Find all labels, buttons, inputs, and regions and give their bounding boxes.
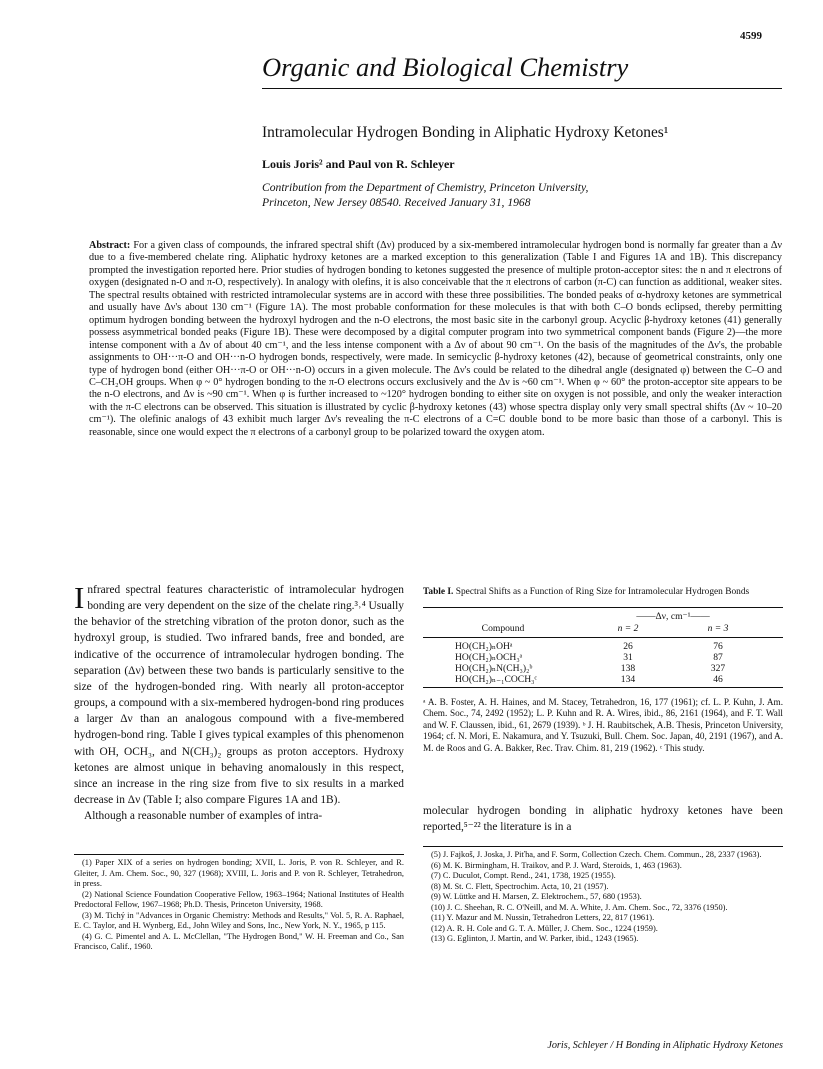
table-row [423, 641, 783, 652]
footnote: (9) W. Lüttke and H. Marsen, Z. Elektrochem., 57, 680 (1953). [431, 892, 642, 901]
footnote: (12) A. R. H. Cole and G. T. A. Müller, J. Chem. Soc., 1224 (1959). [431, 923, 658, 933]
footnote: (7) C. Duculot, Compt. Rend., 241, 1738, 1925 (1955). [431, 871, 616, 880]
table-caption-text: Spectral Shifts as a Function of Ring Size for Intramolecular Hydrogen Bonds [455, 587, 750, 597]
table-cell: 76 [713, 640, 723, 652]
table-label: Table I. [423, 587, 454, 597]
footnote: (2) National Science Foundation Cooperative Fellow, 1963–1964; National Institutes of Health Predoctoral Fellow, 1967–1968; Ph.D. Thesis, Princeton University, 1968. [74, 889, 404, 909]
authors: Louis Joris² and Paul von R. Schleyer [262, 157, 455, 171]
table-cell: HO(CH₂)ₙOHᵃ [455, 640, 513, 652]
abstract [89, 240, 782, 439]
affiliation [262, 180, 588, 210]
right-footnotes [423, 846, 783, 945]
footnote: (10) J. C. Sheehan, R. C. O'Neill, and M. A. White, J. Am. Chem. Soc., 72, 3376 (1950). [431, 902, 728, 912]
table-cell: HO(CH₂)ₙ₋₁COCH₃ᶜ [455, 673, 537, 685]
table-header-cell: n = 3 [707, 622, 729, 634]
table-cell: HO(CH₂)ₙOCH₃ᵃ [455, 651, 523, 663]
abstract-label: Abstract: [89, 240, 131, 251]
footnote: (13) G. Eglinton, J. Martin, and W. Parker, ibid., 1243 (1965). [431, 934, 639, 943]
footnote-rule [423, 846, 783, 847]
running-footer: Joris, Schleyer / H Bonding in Aliphatic Hydroxy Ketones [547, 1040, 783, 1051]
intro-continuation: Although a reasonable number of examples of intra- [84, 810, 323, 823]
table-cell: 31 [623, 651, 633, 663]
table-cell: 26 [623, 640, 633, 652]
table-footnote: ᵃ A. B. Foster, A. H. Haines, and M. Stacey, Tetrahedron, 16, 177 (1961); cf. L. P. Kuhn, J. Am. Chem. Soc., 74, 2492 (1952); L. P. Kuhn and R. A. Wires, ibid., 86, 2161 (1964), and F. T. Wall and W. F. Claussen, ibid., 61, 2679 (1939). ᵇ J. H. Raubitschek, A.B. Thesis, Princeton University, 1964; cf. N. Mori, E. Nakamura, and Y. Tsuzuki, Bull. Chem. Soc. Japan, 40, 2191 (1967), and A. M. de Roos and G. A. Bakker, Rec. Trav. Chim. 81, 219 (1962). ᶜ This study. [423, 696, 783, 753]
table-header-cell: Compound [481, 622, 525, 634]
table-1 [423, 587, 783, 754]
section-title: Organic and Biological Chemistry [262, 52, 629, 82]
affiliation-line: Princeton, New Jersey 08540. Received January 31, 1968 [262, 196, 531, 209]
table-cell: 134 [620, 673, 636, 685]
footnote: (3) M. Tichý in "Advances in Organic Chemistry: Methods and Results," Vol. 5, R. A. Raphael, E. C. Taylor, and H. Wynberg, Ed., John Wiley and Sons, Inc., New York, N. Y., 1965, p 115. [74, 910, 404, 930]
table-cell: 46 [713, 673, 723, 685]
footnote-rule [74, 854, 404, 855]
table-bottom-rule [423, 687, 783, 688]
footnote: (6) M. K. Birmingham, H. Traikov, and P. J. Ward, Steroids, 1, 463 (1963). [431, 860, 682, 870]
article-title: Intramolecular Hydrogen Bonding in Aliphatic Hydroxy Ketones¹ [262, 124, 669, 141]
table-cell: 327 [710, 662, 726, 674]
table-cell: 87 [713, 651, 723, 663]
table-group-header: ——Δν, cm⁻¹—— [636, 610, 710, 622]
abstract-text: For a given class of compounds, the infrared spectral shift (Δν) produced by a six-membered intramolecular hydrogen bond is normally far greater than a Δν due to a five-membered chelate ring. Aliphatic hydroxy ketones are a marked exception to this generalization (Table I and Figures 1A and 1B). This discrepancy prompted the investigation reported here. Prior studies of hydrogen bonding to ketones suggested the presence of multiple proton-acceptor sites: the n and π electrons of oxygen (designated n-O and π-O, respectively). In analogy with olefins, it is also conceivable that the π electrons of carbon (π-C) can function as additional, weaker sites. The spectral results obtained with restricted intramolecular systems are in accord with these three possibilities. The bonded peaks of α-hydroxy ketones are symmetrical and usually have Δν's about 130 cm⁻¹ (Figure 1A). The most probable conformation for these molecules is that with both C–O bonds eclipsed, thereby permitting optimum hydrogen bonding between the hydroxyl hydrogen and the n-O electrons, the most basic site in the carbonyl group. Acyclic β-hydroxy ketones (41) generally possess asymmetrical bonded peaks (Figure 1B). These were decomposed by a digital computer program into two symmetrical component bands (Figure 2)—the more intense component with a Δν of about 40 cm⁻¹, and the less intense component with a Δν of about 90 cm⁻¹. On the basis of the magnitudes of the Δν's, the probable assignments to OH···π-O and OH···n-O hydrogen bonds, respectively, were made. In semicyclic β-hydroxy ketones (42), because of geometrical constraints, only one type of hydrogen bond (either OH···π-O or OH···n-O) occurs in a given molecule. The Δν's could be related to the dihedral angle (designated φ) between the C–O and C–CH₂OH groups. When φ ~ 0° hydrogen bonding to the π-O electrons occurs exclusively and the Δν is ~60 cm⁻¹. When φ ~ 60° the proton-acceptor site appears to be the n-O electrons, and Δν is ~90 cm⁻¹. When φ is further increased to ~120° hydrogen bonding to either site on oxygen is not possible, and only the weaker interaction with the π-C electrons can be observed. This situation is illustrated by cyclic β-hydroxy ketones (43) whose spectra display only very small spectral shifts (Δν ~ 10–20 cm⁻¹). The olefinic analogs of 43 exhibit much larger Δν's revealing the π-C electrons of a C=C double bond to be more basic than those of a carbonyl. This is reasonable, since one would expect the π electrons of a carbonyl group to be polarized toward the oxygen atom. [89, 240, 783, 438]
footnote: (5) J. Fajkoš, J. Joska, J. Piťha, and F. Sorm, Collection Czech. Chem. Commun., 28, 2337 (1963). [431, 850, 762, 859]
intro-text: nfrared spectral features characteristic of intramolecular hydrogen bonding are very dependent on the size of the chelate ring.³˒⁴ Usually the behavior of the stretching vibration of the proton donor, such as the hydroxyl group, is studied. Two infrared bands, free and bonded, are indicative of the occurrence of intramolecular hydrogen bonding. The separation (Δν) between these two bands is particularly sensitive to the size of the hydrogen-bonded ring. With nearly all proton-acceptor groups, a compound with a six-membered hydrogen-bond ring produces a larger Δν than an analogous compound with a five-membered hydrogen-bond ring. Table I gives typical examples of this phenomenon with OH, OCH₃, and N(CH₃)₂ groups as proton acceptors. Hydroxy ketones are almost unique in behaving anomalously in this respect, since an increase in the ring size from five to six results in a marked decrease in Δν (Table I; also compare Figures 1A and 1B). [74, 584, 404, 807]
drop-cap: I [74, 580, 85, 615]
table-header-cell: n = 2 [617, 622, 639, 634]
footnote: (4) G. C. Pimentel and A. L. McClellan, "The Hydrogen Bond," W. H. Freeman and Co., San Francisco, Calif., 1960. [74, 931, 404, 951]
table-caption [423, 587, 783, 599]
table-body [423, 638, 783, 687]
left-footnotes [74, 854, 404, 953]
section-rule [262, 88, 782, 89]
table-group-header-row [423, 611, 783, 622]
footnote: (11) Y. Mazur and M. Nussin, Tetrahedron Letters, 22, 817 (1961). [431, 913, 655, 922]
footnote: (8) M. St. C. Flett, Spectrochim. Acta, 10, 21 (1957). [431, 881, 609, 891]
table-row [423, 674, 783, 685]
footnote: (1) Paper XIX of a series on hydrogen bonding; XVII, L. Joris, P. von R. Schleyer, and R. Gleiter, J. Am. Chem. Soc., 90, 327 (1968); XVIII, L. Joris and P. von R. Schleyer, Tetrahedron, in press. [74, 858, 404, 888]
table-header-row [423, 623, 783, 634]
table-row [423, 663, 783, 674]
affiliation-line: Contribution from the Department of Chemistry, Princeton University, [262, 181, 589, 194]
intro-column [74, 582, 404, 824]
table-cell: HO(CH₂)ₙN(CH₃)₂ᵇ [455, 662, 533, 674]
table-top-rule [423, 607, 783, 608]
table-row [423, 652, 783, 663]
right-column-text: molecular hydrogen bonding in aliphatic hydroxy ketones have been reported,⁵⁻²² the literature is in a [423, 805, 783, 834]
page-number: 4599 [740, 30, 762, 42]
table-cell: 138 [620, 662, 636, 674]
